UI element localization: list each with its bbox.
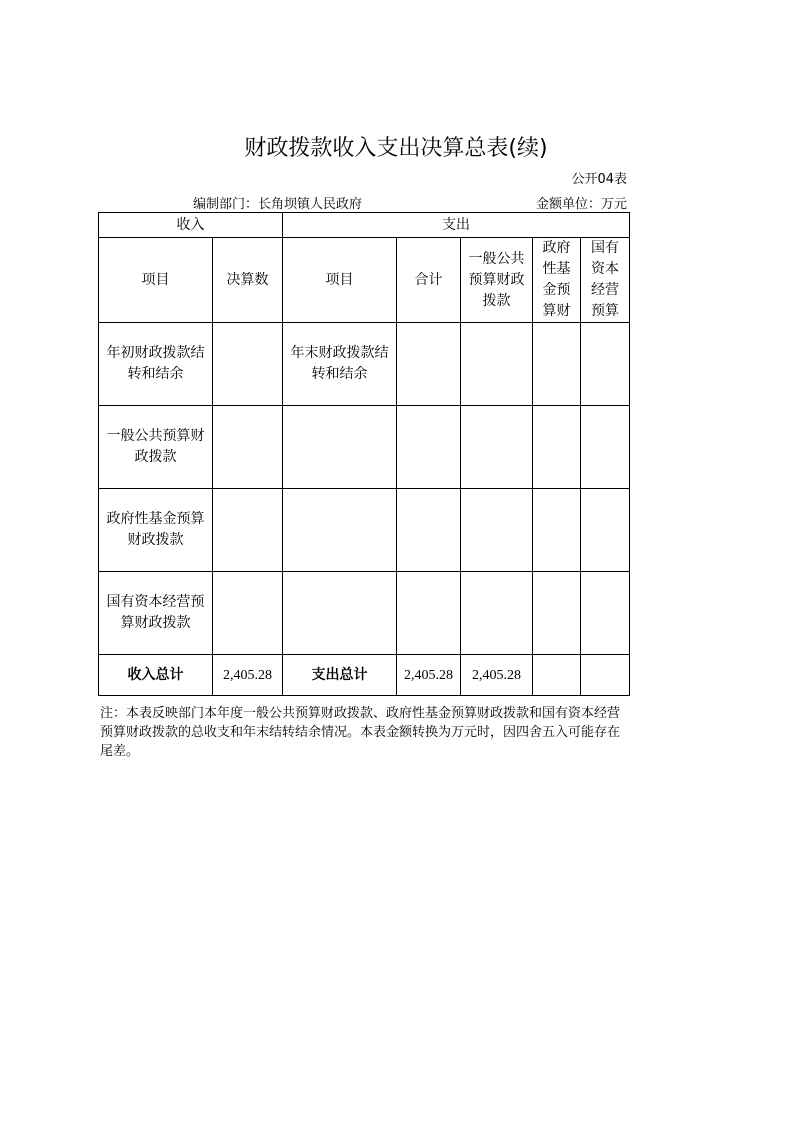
total-cell [397, 489, 461, 572]
table-row [99, 489, 630, 572]
general-cell [461, 323, 533, 406]
department-label: 编制部门：长角坝镇人民政府 [193, 197, 363, 212]
income-total-label: 收入总计 [99, 655, 213, 696]
income-item-cell: 一般公共预算财政拨款 [99, 406, 213, 489]
table-row [99, 406, 630, 489]
item-header: 项目 [99, 238, 213, 323]
general-budget-header: 一般公共预算财政拨款 [461, 238, 533, 323]
income-item-cell: 年初财政拨款结转和结余 [99, 323, 213, 406]
income-amount-cell [213, 489, 283, 572]
income-amount-cell [213, 572, 283, 655]
expense-header: 支出 [283, 213, 630, 238]
income-header: 收入 [99, 213, 283, 238]
state-capital-header: 国有资本经营预算 [581, 238, 630, 323]
total-cell [397, 572, 461, 655]
total-header: 合计 [397, 238, 461, 323]
general-total-amount: 2,405.28 [461, 655, 533, 696]
income-item-cell: 政府性基金预算财政拨款 [99, 489, 213, 572]
gov-fund-cell [533, 323, 581, 406]
income-amount-cell [213, 406, 283, 489]
state-capital-cell [581, 489, 630, 572]
gov-fund-total-amount [533, 655, 581, 696]
footnote: 注：本表反映部门本年度一般公共预算财政拨款、政府性基金预算财政拨款和国有资本经营预算财政拨款的总收支和年末结转结余情况。本表金额转换为万元时，因四舍五入可能存在尾差。 [100, 706, 621, 759]
total-cell [397, 323, 461, 406]
income-item-cell: 国有资本经营预算财政拨款 [99, 572, 213, 655]
form-code: 公开04表 [571, 172, 627, 187]
header-row-2 [99, 238, 630, 323]
expense-item-cell [283, 406, 397, 489]
table-row [99, 323, 630, 406]
state-capital-cell [581, 572, 630, 655]
table-row [99, 572, 630, 655]
expense-item-cell [283, 572, 397, 655]
final-amount-header: 决算数 [213, 238, 283, 323]
expense-total-amount: 2,405.28 [397, 655, 461, 696]
page-title: 财政拨款收入支出决算总表(续) [244, 136, 548, 161]
expense-item-header: 项目 [283, 238, 397, 323]
gov-fund-cell [533, 572, 581, 655]
totals-row [99, 655, 630, 696]
expense-item-cell: 年末财政拨款结转和结余 [283, 323, 397, 406]
state-capital-cell [581, 406, 630, 489]
state-capital-total-amount [581, 655, 630, 696]
state-capital-cell [581, 323, 630, 406]
header-row-1 [99, 213, 630, 238]
income-amount-cell [213, 323, 283, 406]
general-cell [461, 572, 533, 655]
general-cell [461, 489, 533, 572]
budget-table [98, 212, 630, 696]
expense-total-label: 支出总计 [283, 655, 397, 696]
unit-label: 金额单位：万元 [535, 197, 627, 212]
expense-item-cell [283, 489, 397, 572]
general-cell [461, 406, 533, 489]
income-total-amount: 2,405.28 [213, 655, 283, 696]
gov-fund-cell [533, 406, 581, 489]
gov-fund-header: 政府性基金预算财 [533, 238, 581, 323]
gov-fund-cell [533, 489, 581, 572]
total-cell [397, 406, 461, 489]
